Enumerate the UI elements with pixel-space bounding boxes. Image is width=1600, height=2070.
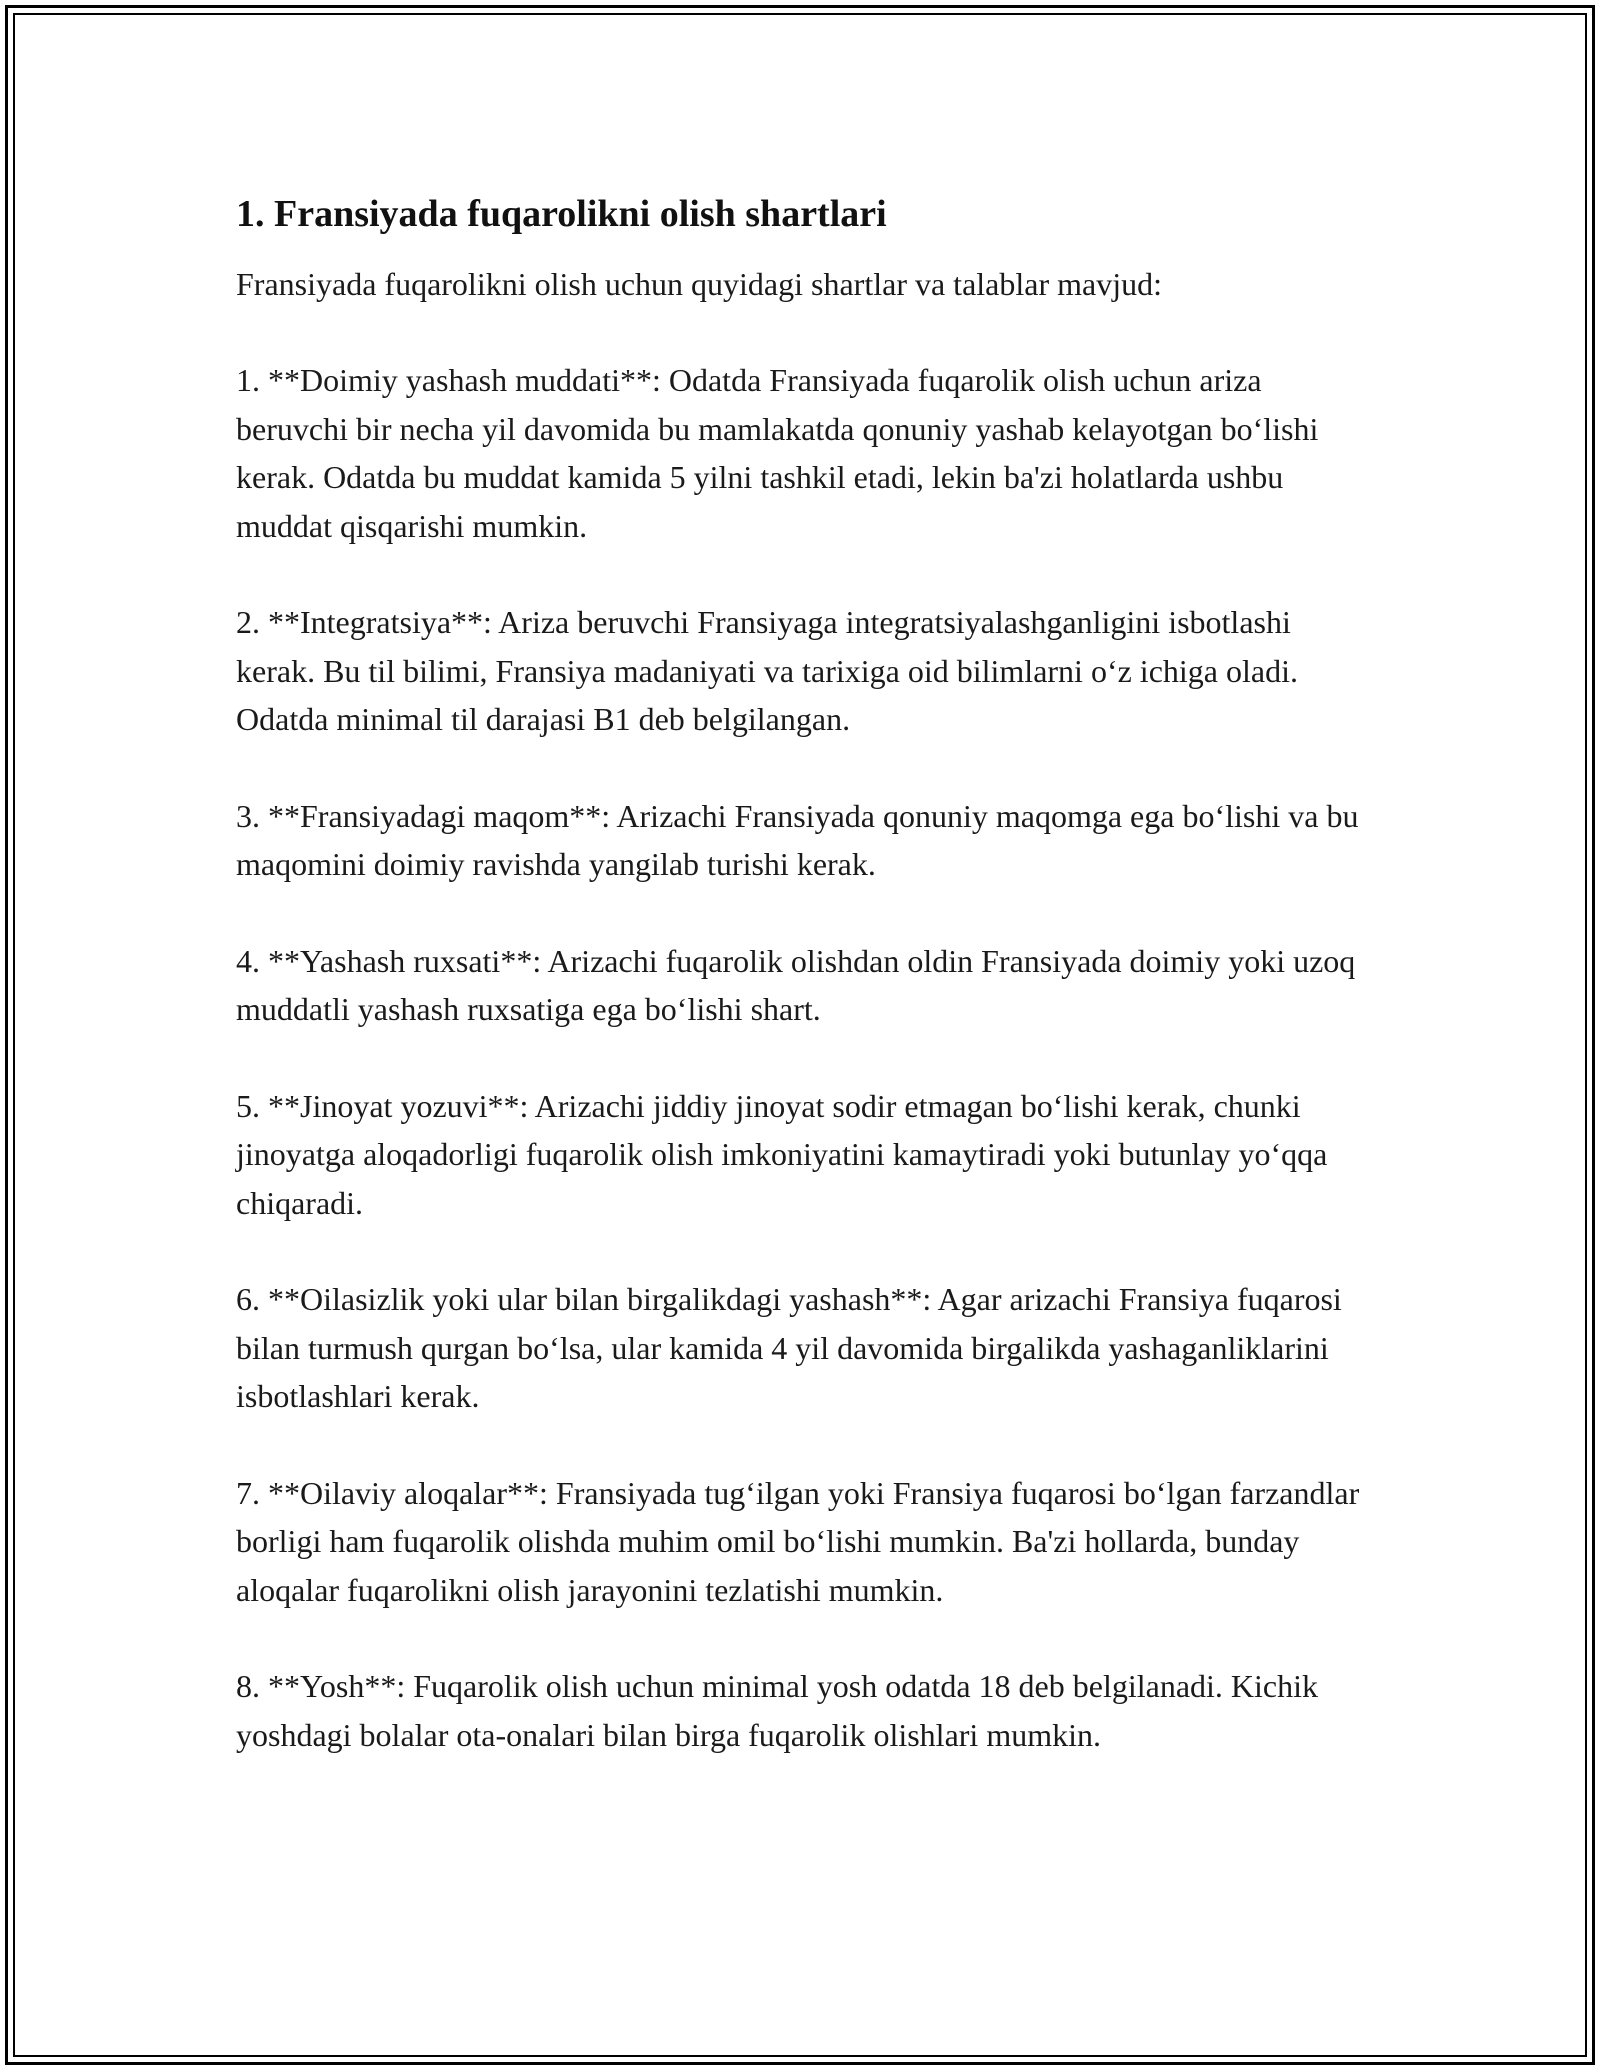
list-item: 3. **Fransiyadagi maqom**: Arizachi Fransiyada qonuniy maqomga ega bo‘lishi va bu maqomini doimiy ravishda yangilab turishi kerak. [236, 797, 1359, 882]
list-item: 7. **Oilaviy aloqalar**: Fransiyada tug‘ilgan yoki Fransiya fuqarosi bo‘lgan farzandlar borligi ham fuqarolik olishda muhim omil bo‘lishi mumkin. Ba'zi hollarda, bunday aloqalar fuqarolikni olish jarayonini tezlatishi mumkin. [236, 1474, 1360, 1608]
list-item: 6. **Oilasizlik yoki ular bilan birgalikdagi yashash**: Agar arizachi Fransiya fuqarosi bilan turmush qurgan bo‘lsa, ular kamida 4 yil davomida birgalikda yashaganliklarini isbotlashlari kerak. [236, 1281, 1342, 1414]
document-body [236, 188, 1376, 1807]
document-title: 1. Fransiyada fuqarolikni olish shartlari [236, 193, 887, 235]
list-item: 8. **Yosh**: Fuqarolik olish uchun minimal yosh odatda 18 deb belgilanadi. Kichik yoshdagi bolalar ota-onalari bilan birga fuqarolik olishlari mumkin. [236, 1668, 1318, 1753]
list-item: 1. **Doimiy yashash muddati**: Odatda Fransiyada fuqarolik olish uchun ariza beruvchi bir necha yil davomida bu mamlakatda qonuniy yashab kelayotgan bo‘lishi kerak. Odatda bu muddat kamida 5 yilni tashkil etadi, lekin ba'zi holatlarda ushbu muddat qisqarishi mumkin. [236, 362, 1319, 544]
list-item: 4. **Yashash ruxsati**: Arizachi fuqarolik olishdan oldin Fransiyada doimiy yoki uzoq muddatli yashash ruxsatiga ega bo‘lishi shart. [236, 942, 1356, 1027]
intro-paragraph: Fransiyada fuqarolikni olish uchun quyidagi shartlar va talablar mavjud: [236, 266, 1162, 302]
list-item: 5. **Jinoyat yozuvi**: Arizachi jiddiy jinoyat sodir etmagan bo‘lishi kerak, chunki jinoyatga aloqadorligi fuqarolik olish imkoniyatini kamaytiradi yoki butunlay yo‘qqa chiqaradi. [236, 1087, 1328, 1221]
list-item: 2. **Integratsiya**: Ariza beruvchi Fransiyaga integratsiyalashganligini isbotlashi kerak. Bu til bilimi, Fransiya madaniyati va tarixiga oid bilimlarni o‘z ichiga oladi. Odatda minimal til darajasi B1 deb belgilangan. [236, 604, 1298, 737]
